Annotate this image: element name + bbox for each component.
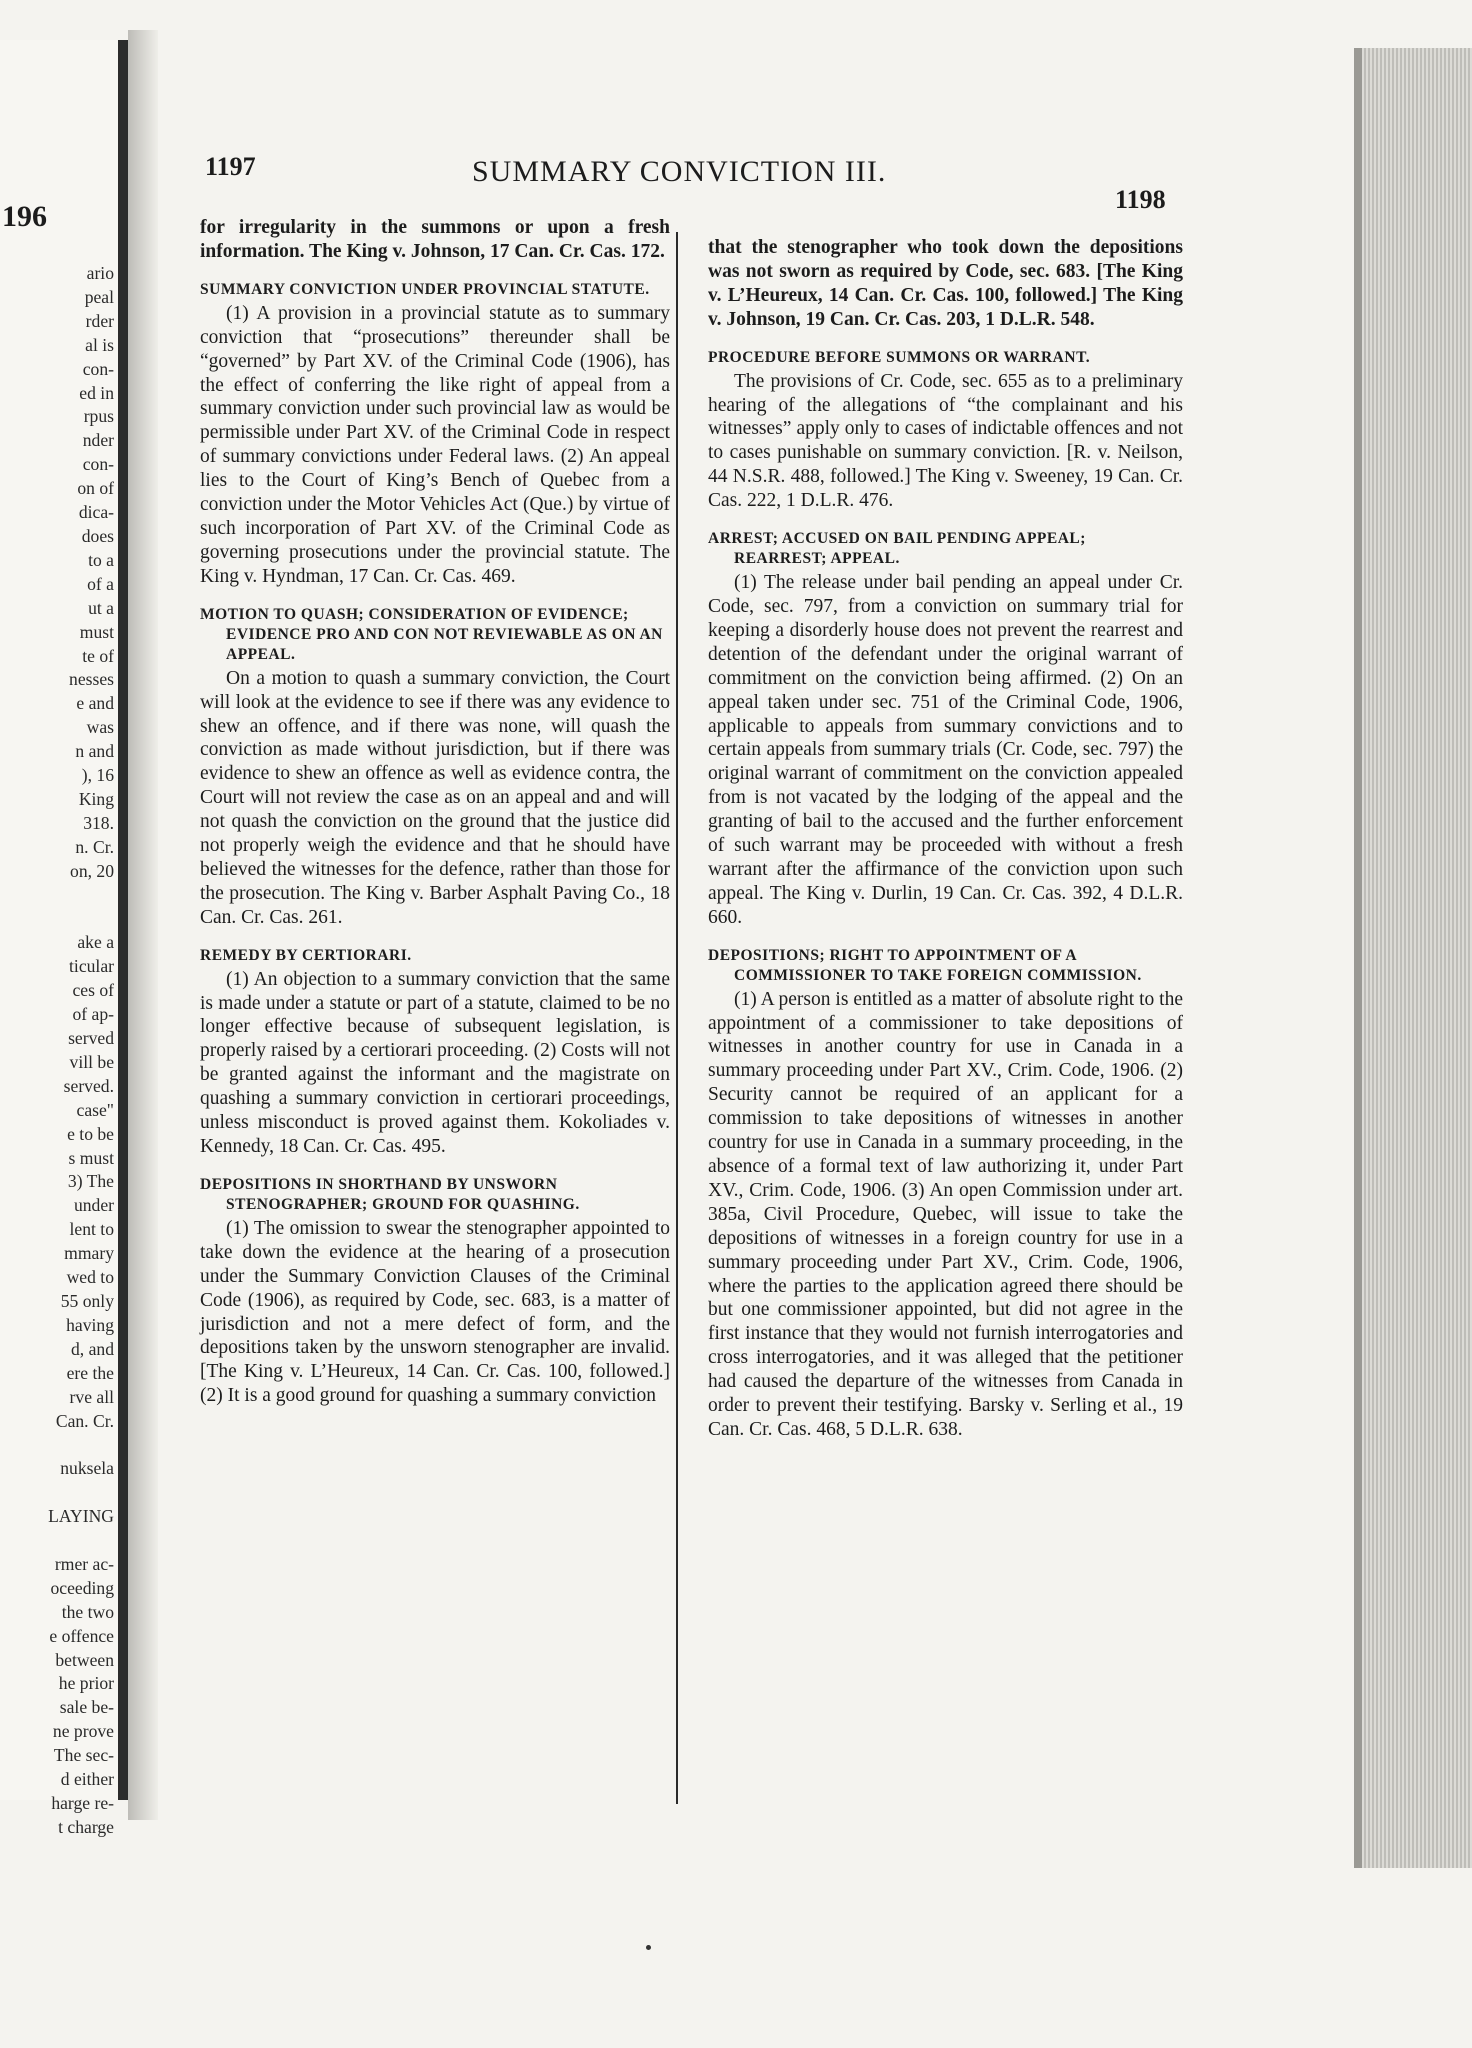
section-body: (1) A person is entitled as a matter of absolute right to the appointment of a commissioner to take depositions of witnesses in another country for use in Canada in a summary proceeding under Part XV., Crim. Code, 1906. (2) Security cannot be required of an applicant for a commission to take depositions of witnesses in another country for use in Canada in a summary proceeding, in the absence of a formal text of law authorizing it, under Part XV., Crim. Code, 1906. (3) An open Commission under art. 385a, Civil Procedure, Quebec, will issue to take the depositions of witnesses in a foreign country for use in a summary proceeding under Part XV., Crim. Code, 1906, where the parties to the application agreed there should be but one commissioner appointed, but did not agree in the first instance that they would not furnish interrogatories and cross interrogatories, and it was alleged that the petitioner had caused the departure of the witnesses from Canada in order to prevent their testifying. Barsky v. Serling et al., 19 Can. Cr. Cas. 468, 5 D.L.R. 638. [708, 988, 1183, 1440]
left-page-margin-text: ario peal rder al is con- ed in rpus nder con- on of dica- does to a of a ut a must te of nesses e and was n and ), 16 King 318. n. Cr. on, 20 ake a ticular ces of of ap- served vill be served. case" e to be s must 3) The under lent to mmary wed to 55 only having d, and ere the rve all Can. Cr. nuksela LAYING rmer ac- oceeding the two e offence between he prior sale be- ne prove The sec- d either harge re- t charge [48, 263, 114, 1837]
page-edge-shadow [1354, 48, 1362, 1868]
section-heading: PROCEDURE BEFORE SUMMONS OR WARRANT. [708, 348, 1091, 366]
section-heading: SUMMARY CONVICTION UNDER PROVINCIAL STATUTE. [200, 280, 650, 298]
book-gutter [128, 30, 158, 1820]
section-heading: MOTION TO QUASH; CONSIDERATION OF EVIDENCE; EVIDENCE PRO AND CON NOT REVIEWABLE AS ON AN APPEAL. [200, 605, 663, 663]
section-body: The provisions of Cr. Code, sec. 655 as to a preliminary hearing of the allegations of “the complainant and his witnesses” apply only to cases of indictable offences and not to cases punishable on summary conviction. [R. v. Neilson, 44 N.S.R. 488, followed.] The King v. Sweeney, 19 Can. Cr. Cas. 222, 1 D.L.R. 476. [708, 370, 1183, 512]
section-body: (1) A provision in a provincial statute as to summary conviction that “prosecutions” thereunder shall be “governed” by Part XV. of the Criminal Code (1906), has the effect of conferring the like right of appeal from a summary conviction under such provincial law as would be permissible under Part XV. of the Criminal Code in respect of summary convictions under Federal laws. (2) An appeal lies to the Court of King’s Bench of Quebec from a conviction under the Motor Vehicles Act (Que.) by virtue of such incorporation of Part XV. of the Criminal Code as governing prosecutions under the provincial statute. The King v. Hyndman, 17 Can. Cr. Cas. 469. [200, 302, 670, 587]
section-body: (1) The release under bail pending an appeal under Cr. Code, sec. 797, from a conviction on summary trial for keeping a disorderly house does not prevent the rearrest and detention of the defendant under the original warrant of commitment on the conviction being affirmed. (2) On an appeal taken under sec. 751 of the Criminal Code, 1906, applicable to appeals from summary convictions and to certain appeals from summary trials (Cr. Code, sec. 797) the original warrant of commitment on the conviction appealed from is not vacated by the lodging of the appeal and the granting of bail to the accused and the further enforcement of such warrant may be proceeded with without a fresh warrant after the affirmance of the conviction upon such appeal. The King v. Durlin, 19 Can. Cr. Cas. 392, 4 D.L.R. 660. [708, 572, 1183, 928]
column-divider [676, 232, 678, 1804]
section-heading: DEPOSITIONS; RIGHT TO APPOINTMENT OF A COMMISSIONER TO TAKE FOREIGN COMMISSION. [708, 946, 1142, 984]
left-page-fragment [0, 40, 128, 1837]
right-column [708, 236, 1183, 1816]
page-speck [646, 1945, 651, 1950]
left-column [200, 216, 670, 1806]
left-page-number: 196 [2, 200, 47, 233]
section-heading: DEPOSITIONS IN SHORTHAND BY UNSWORN STENOGRAPHER; GROUND FOR QUASHING. [200, 1175, 580, 1213]
continued-paragraph: that the stenographer who took down the depositions was not sworn as required by Code, sec. 683. [The King v. L’Heureux, 14 Can. Cr. Cas. 100, followed.] The King v. Johnson, 19 Can. Cr. Cas. 203, 1 D.L.R. 548. [708, 237, 1183, 330]
header-left-page-number: 1197 [205, 152, 256, 181]
section-heading: ARREST; ACCUSED ON BAIL PENDING APPEAL; REARREST; APPEAL. [708, 530, 1086, 568]
section-body: (1) An objection to a summary conviction that the same is made under a statute or part of a statute, claimed to be no longer effective because of subsequent legislation, is properly raised by a certiorari proceeding. (2) Costs will not be granted against the informant and the magistrate on quashing a summary conviction in certiorari proceedings, unless misconduct is proved against them. Kokoliades v. Kennedy, 18 Can. Cr. Cas. 495. [200, 968, 670, 1157]
header-right-page-number: 1198 [1115, 185, 1166, 214]
section-body: (1) The omission to swear the stenographer appointed to take down the evidence at the hearing of a prosecution under the Summary Conviction Clauses of the Criminal Code (1906), as required by Code, sec. 683, is a matter of jurisdiction and not a mere defect of form, and the depositions taken by the unsworn stenographer are invalid. [The King v. L’Heureux, 14 Can. Cr. Cas. 100, followed.] (2) It is a good ground for quashing a summary conviction [200, 1217, 670, 1407]
section-body: On a motion to quash a summary conviction, the Court will look at the evidence to see if there was any evidence to shew an offence, and if there was none, will quash the conviction as made without jurisdiction, but if there was evidence to shew an offence as well as evidence contra, the Court will not review the case as on an appeal and and will not quash the conviction on the ground that the justice did not properly weigh the evidence and that he should have believed the witnesses for the defence, rather than those for the prosecution. The King v. Barber Asphalt Paving Co., 18 Can. Cr. Cas. 261. [200, 667, 670, 928]
running-header-title: SUMMARY CONVICTION III. [472, 155, 887, 188]
book-page-edges [1362, 48, 1472, 1868]
continued-paragraph: for irregularity in the summons or upon a fresh information. The King v. Johnson, 17 Can. Cr. Cas. 172. [200, 217, 670, 262]
section-heading: REMEDY BY CERTIORARI. [200, 946, 412, 964]
